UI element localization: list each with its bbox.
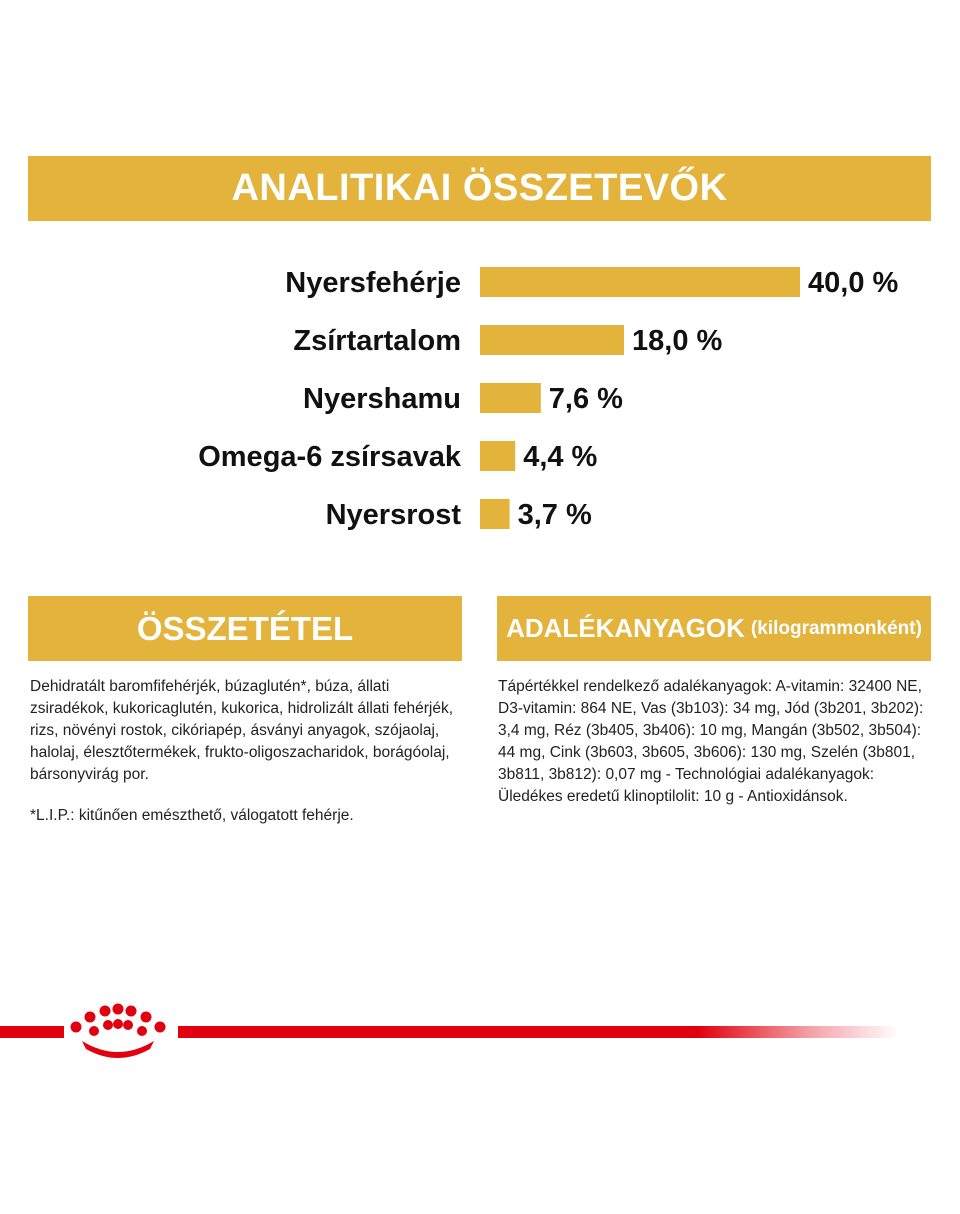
bar	[480, 325, 624, 355]
value-label: 18,0 %	[632, 325, 723, 357]
composition-banner	[28, 596, 462, 661]
bar	[480, 383, 541, 413]
category-label: Nyersfehérje	[285, 267, 461, 299]
additives-title: ADALÉKANYAGOK	[506, 613, 745, 643]
category-label: Zsírtartalom	[293, 325, 461, 357]
chart-svg	[0, 250, 960, 550]
composition-title: ÖSSZETÉTEL	[136, 609, 354, 647]
additives-banner	[497, 596, 931, 661]
value-label: 3,7 %	[517, 499, 592, 531]
bar	[480, 441, 515, 471]
value-label: 40,0 %	[808, 267, 899, 299]
additives-subtitle: (kilogrammonként)	[750, 617, 922, 639]
brand-line-left	[0, 1026, 64, 1038]
brand-line-right	[178, 1026, 900, 1038]
value-label: 7,6 %	[548, 383, 623, 415]
composition-note: *L.I.P.: kitűnően emészthető, válogatott fehérje.	[30, 807, 354, 824]
bar	[480, 499, 510, 529]
composition-text: Dehidratált baromfifehérjék, búzaglutén*, búza, állati zsiradékok, kukoricaglutén, kukorica, hidrolizált állati fehérjék, rizs, növényi rostok, cikóriapép, ásványi anyagok, szójaolaj, halolaj, élesztőtermékek, frukto-oligoszacharidok, borágóolaj, bársonyvirág por.	[30, 678, 454, 783]
bar	[480, 267, 800, 297]
category-label: Nyersrost	[325, 499, 461, 531]
additives-text: Tápértékkel rendelkező adalékanyagok: A-vitamin: 32400 NE, D3-vitamin: 864 NE, Vas (3b103): 34 mg, Jód (3b201, 3b202): 3,4 mg, Réz (3b405, 3b406): 10 mg, Mangán (3b502, 3b504): 44 mg, Cink (3b603, 3b605, 3b606): 130 mg, Szelén (3b801, 3b811, 3b812): 0,07 mg - Technológiai adalékanyagok: Üledékes eredetű klinoptilolit: 10 g - Antioxidánsok.	[498, 678, 924, 805]
page-title: ANALITIKAI ÖSSZETEVŐK	[231, 167, 728, 209]
category-label: Omega-6 zsírsavak	[198, 441, 461, 473]
nutrient-bar-chart	[0, 250, 960, 550]
analytical-constituents-banner	[28, 156, 931, 221]
category-label: Nyershamu	[303, 383, 461, 415]
value-label: 4,4 %	[523, 441, 598, 473]
royal-canin-crown-icon	[66, 1003, 170, 1061]
